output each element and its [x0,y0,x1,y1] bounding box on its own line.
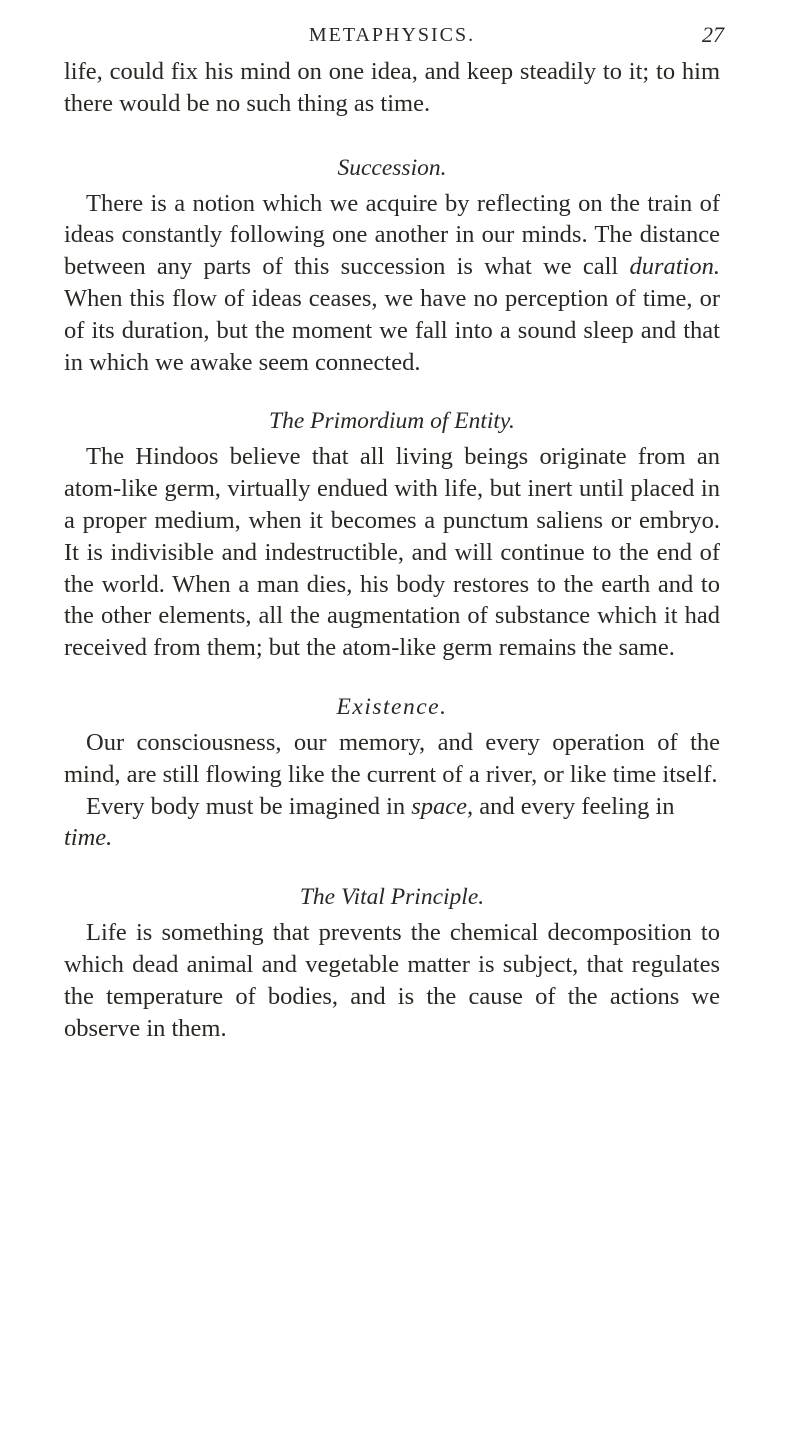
section-heading-primordium: The Primordium of Entity. [269,408,515,435]
intro-paragraph: life, could fix his mind on one idea, and keep steadily to it; to him there would be no such thing as time. [64,58,720,117]
section-heading-existence: Existence. [336,693,448,720]
book-page [64,20,724,1044]
succession-paragraph [64,188,720,379]
existence-emphasis-time: time. [64,824,113,852]
vital-principle-paragraph: Life is something that prevents the chemical decomposition to which dead animal and vegetable matter is subject, that regulates the temperature of bodies, and is the cause of the actions we observe in them. [64,919,720,1042]
section-heading-vital-principle: The Vital Principle. [299,884,485,911]
succession-text-b: When this flow of ideas ceases, we have no perception of time, or of its duration, but the moment we fall into a sound sleep and that in which we awake seem connected. [64,284,720,376]
existence-paragraph-2 [64,791,720,855]
page-number: 27 [702,22,724,47]
succession-text-a: There is a notion which we acquire by reflecting on the train of ideas constantly following one another in our minds. The distance between any parts of this succession is what we call [64,189,720,281]
primordium-paragraph: The Hindoos believe that all living beings originate from an atom-like germ, virtually endued with life, but inert until placed in a proper medium, when it becomes a punctum saliens or embryo. It is indivisible and indestructible, and will continue to the end of the world. When a man dies, his body restores to the earth and to the other elements, all the augmentation of substance which it had received from them; but the atom-like germ remains the same. [64,443,720,662]
existence-emphasis-space: space, [411,792,474,820]
running-head [64,20,724,56]
running-title: METAPHYSICS. [308,24,476,46]
existence-text-b: and every feeling in [473,792,675,820]
existence-paragraph-1: Our consciousness, our memory, and every operation of the mind, are still flowing like the current of a river, or like time itself. [64,728,720,788]
section-heading-succession: Succession. [337,154,447,181]
succession-emphasis: duration. [629,253,720,281]
existence-text-a: Every body must be imagined in [86,792,412,820]
